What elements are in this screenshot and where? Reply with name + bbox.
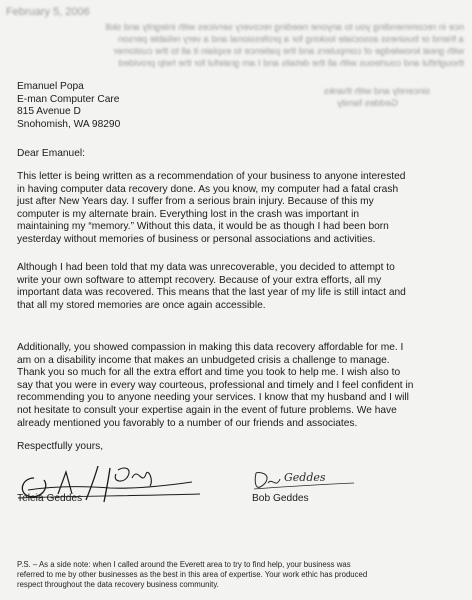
paragraph-line: This letter is being written as a recommendation of your business to anyone interested <box>17 171 406 182</box>
recipient-name: Emanuel Popa <box>17 81 84 92</box>
postscript <box>17 560 469 590</box>
paragraph-recovery <box>17 262 469 312</box>
postscript-line: referred to me by other businesses as the best in this area of expertise. Your work ethic has produced <box>17 570 368 579</box>
paragraph-line: write your own software to attempt recovery. Because of your extra efforts, all my <box>17 274 382 286</box>
paragraph-line: yesterday without memories of business or personal associations and activities. <box>17 233 376 245</box>
paragraph-line: recommending you to anyone needing your services. I know that my husband and I will <box>17 392 409 404</box>
paragraph-line: am on a disability income that makes an unbudgeted crisis a challenge to manage. <box>17 354 390 366</box>
show-through-line: ​sincerely and with thanks <box>323 86 430 97</box>
show-through-line: ​a friend or business associate looking for a professional and a very reliable person <box>118 34 464 45</box>
show-through-line: ​Geddes family <box>337 98 398 109</box>
paragraph-line: not hesitate to consult your expertise again in the event of future problems. We have <box>17 404 397 416</box>
show-through-line: ​thoughtful and courteous with all the details and I am grateful for the help provided <box>118 58 464 69</box>
paragraph-compassion <box>17 342 469 430</box>
letter-date: February 5, 2006 <box>6 6 90 18</box>
paragraph-line: that all my stored memories are once again accessible. <box>17 299 266 311</box>
recipient-address <box>17 81 120 131</box>
paragraph-line: Although I had been told that my data was unrecoverable, you decided to attempt to <box>17 262 395 273</box>
paragraph-line: already mentioned you favorably to a number of our friends and associates. <box>17 417 358 429</box>
recipient-street: 815 Avenue D <box>17 106 81 118</box>
paragraph-line: computer is my alternate brain. Everything lost in the crash was important in <box>17 208 359 220</box>
closing: Respectfully yours, <box>17 441 104 452</box>
postscript-line: respect throughout the data recovery business community. <box>17 580 219 589</box>
recipient-city: Snohomish, WA 98290 <box>17 118 121 130</box>
bob-signature <box>250 461 360 495</box>
paragraph-line: important data was recovered. This means that the last year of my life is still intact and <box>17 287 406 299</box>
salutation: Dear Emanuel: <box>17 148 85 159</box>
show-through-line: ​with great knowledge of computers and the patience to explain it all to the customer <box>113 46 464 57</box>
paragraph-line: in having computer data recovery done. As you know, my computer had a fatal crash <box>17 183 399 195</box>
paragraph-line: Additionally, you showed compassion in making this data recovery affordable for me. I <box>17 342 404 353</box>
signer-name-bob: Bob Geddes <box>252 493 309 504</box>
bob-handwritten-surname: Geddes <box>284 471 326 484</box>
signer-name-teleia: Teleia Geddes <box>17 493 83 504</box>
paragraph-recommendation <box>17 171 469 247</box>
show-through-line: ​nce in recommending you to anyone needing recovery services with integrity and skill <box>105 22 464 33</box>
recipient-company: E-man Computer Care <box>17 93 120 105</box>
paragraph-line: say that you were in every way courteous, professional and timely and I feel confident in <box>17 379 414 391</box>
paragraph-line: just after New Years day. I suffer from a serious brain injury. Because of this my <box>17 196 374 208</box>
paragraph-line: Thank you so much for all the extra effort and time you took to help me. I wish also to <box>17 367 401 379</box>
postscript-line: P.S. – As a side note: when I called around the Everett area to try to find help, your business was <box>17 560 351 569</box>
paragraph-line: maintaining my “memory.” Without this data, it would be as though I had been born <box>17 221 389 233</box>
